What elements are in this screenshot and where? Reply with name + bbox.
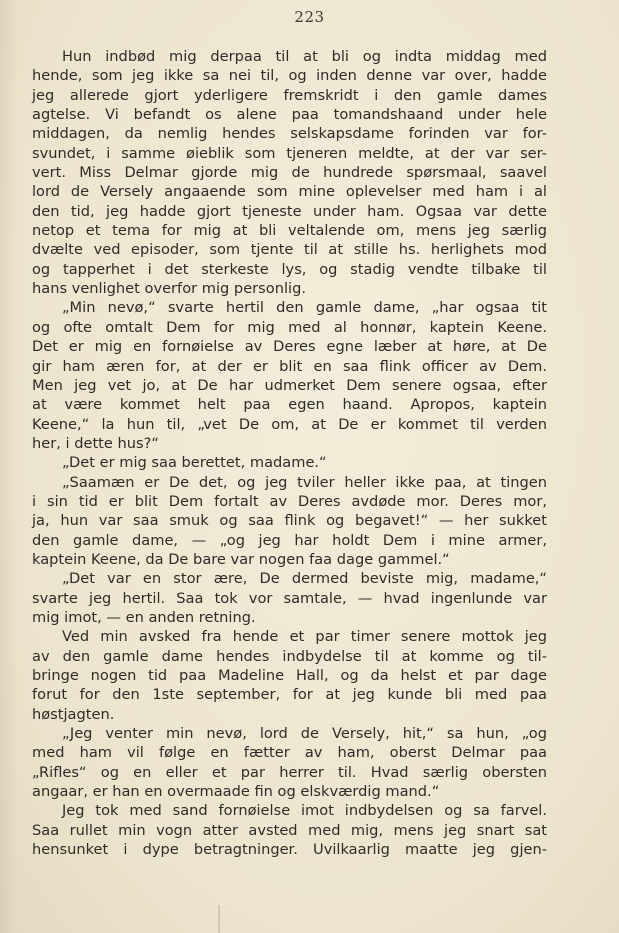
- text-line: jeg allerede gjort yderligere fremskridt i den gamle dames: [32, 86, 547, 104]
- text-line: „Rifles“ og en eller et par herrer til. Hvad særlig obersten: [32, 763, 547, 781]
- text-line: høstjagten.: [32, 705, 115, 723]
- text-line: middagen, da nemlig hendes selskapsdame forinden var for-: [32, 125, 547, 143]
- text-line: svundet, i samme øieblik som tjeneren meldte, at der var ser-: [32, 144, 547, 162]
- text-line: bringe nogen tid paa Madeline Hall, og da helst et par dage: [32, 667, 547, 684]
- text-line: av den gamle dame hendes indbydelse til at komme og til-: [32, 647, 547, 665]
- text-line: hensunket i dype betragtninger. Uvilkaarlig maatte jeg gjen-: [32, 841, 547, 859]
- text-line: forut for den 1ste september, for at jeg kunde bli med paa: [32, 686, 547, 704]
- page-number: 223: [294, 8, 325, 26]
- text-line: Keene,“ la hun til, „vet De om, at De er kommet til verden: [32, 415, 547, 433]
- text-line: den gamle dame, — „og jeg har holdt Dem i mine armer,: [32, 531, 547, 549]
- text-line: hans venlighet overfor mig personlig.: [32, 280, 306, 298]
- text-line: den tid, jeg hadde gjort tjeneste under ham. Ogsaa var dette: [32, 202, 547, 220]
- text-line: Hun indbød mig derpaa til at bli og indta middag med: [62, 48, 547, 65]
- text-line: vert. Miss Delmar gjorde mig de hundrede spørsmaal, saavel: [32, 164, 547, 182]
- text-line: angaar, er han en overmaade fin og elskværdig mand.“: [32, 783, 440, 801]
- text-line: Saa rullet min vogn atter avsted med mig, mens jeg snart sat: [32, 821, 547, 839]
- text-line: „Saamæn er De det, og jeg tviler heller ikke paa, at tingen: [62, 473, 547, 491]
- text-line: dvælte ved episoder, som tjente til at stille hs. herlighets mod: [32, 241, 547, 259]
- text-line: „Jeg venter min nevø, lord de Versely, hit,“ sa hun, „og: [62, 725, 547, 743]
- text-line: Men jeg vet jo, at De har udmerket Dem senere ogsaa, efter: [32, 376, 547, 394]
- text-line: Det er mig en fornøielse av Deres egne læber at høre, at De: [32, 338, 547, 356]
- text-line: gir ham æren for, at der er blit en saa flink officer av Dem.: [32, 357, 547, 375]
- text-line: lord de Versely angaaende som mine oplevelser med ham i al: [32, 183, 547, 201]
- body-text: [32, 47, 547, 859]
- text-line: mig imot, — en anden retning.: [32, 608, 256, 626]
- text-line: med ham vil følge en fætter av ham, oberst Delmar paa: [32, 744, 547, 762]
- text-line: kaptein Keene, da De bare var nogen faa dage gammel.“: [32, 550, 450, 568]
- text-line: i sin tid er blit Dem fortalt av Deres avdøde mor. Deres mor,: [32, 492, 547, 510]
- text-line: agtelse. Vi befandt os alene paa tomandshaand under hele: [32, 106, 547, 124]
- text-line: hende, som jeg ikke sa nei til, og inden denne var over, hadde: [32, 67, 547, 85]
- binding-crease: [218, 905, 220, 933]
- text-line: „Det er mig saa berettet, madame.“: [62, 454, 327, 472]
- text-line: svarte jeg hertil. Saa tok vor samtale, — hvad ingenlunde var: [32, 589, 547, 607]
- text-line: „Min nevø,“ svarte hertil den gamle dame, „har ogsaa tit: [62, 299, 547, 317]
- text-line: ja, hun var saa smuk og saa flink og begavet!“ — her sukket: [32, 512, 547, 530]
- text-line: netop et tema for mig at bli veltalende om, mens jeg særlig: [32, 222, 547, 240]
- text-line: at være kommet helt paa egen haand. Apropos, kaptein: [32, 396, 547, 414]
- text-line: her, i dette hus?“: [32, 434, 159, 452]
- text-line: Jeg tok med sand fornøielse imot indbydelsen og sa farvel.: [62, 802, 547, 820]
- text-line: og tapperhet i det sterkeste lys, og stadig vendte tilbake til: [32, 260, 547, 278]
- text-line: og ofte omtalt Dem for mig med al honnør, kaptein Keene.: [32, 318, 547, 336]
- text-line: Ved min avsked fra hende et par timer senere mottok jeg: [62, 628, 547, 646]
- text-line: „Det var en stor ære, De dermed beviste mig, madame,“: [62, 570, 547, 588]
